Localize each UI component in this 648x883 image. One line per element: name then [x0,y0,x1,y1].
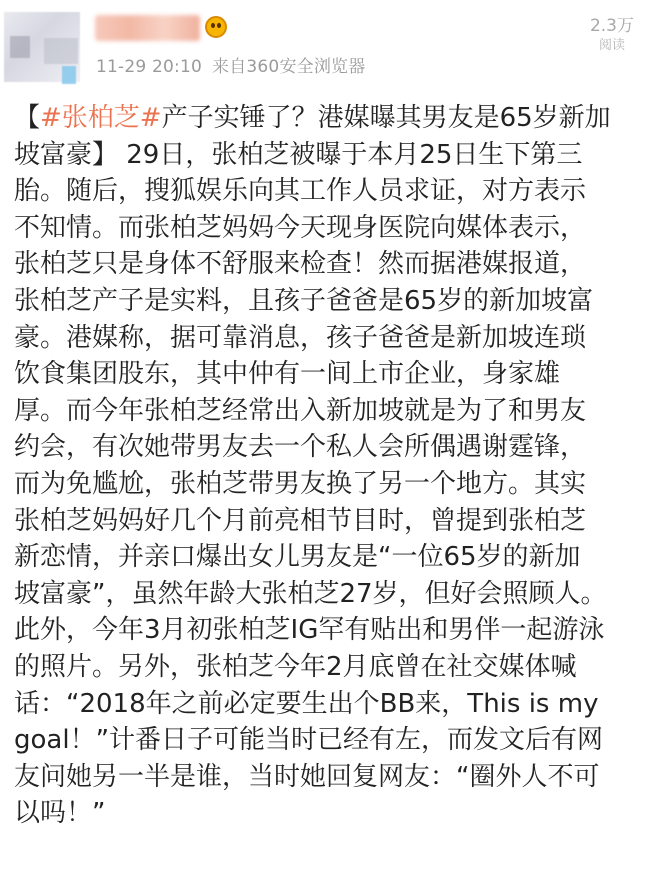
post-text: 张柏芝妈妈好几个月前亮相节目时，曾提到张柏芝 [14,505,587,536]
post-text: 话：“2018年之前必定要生出个BB来，This is my [14,688,599,719]
post-text-line [14,649,640,686]
post-body [14,100,640,832]
post-text: 豪。港媒称，据可靠消息，孩子爸爸是新加坡连琐 [14,322,587,353]
post-text-line [14,246,640,283]
read-count-value: 2.3万 [589,16,634,36]
post-meta [96,52,365,77]
read-count-label: 阅读 [598,38,625,53]
post-text: 友问她另一半是谁，当时她回复网友：“圈外人不可 [14,761,600,792]
post-text-line [14,393,640,430]
post-text-line [14,759,640,796]
post-text-line [14,100,640,137]
post-text-line [14,466,640,503]
post-text: 张柏芝只是身体不舒服来检查！然而据港媒报道， [14,249,587,280]
post-text: 以吗！” [14,798,106,829]
post-text-line [14,576,640,613]
bracket-open: 【 [14,103,41,133]
post-text-line [14,722,640,759]
post-text: 饮食集团股东，其中仲有一间上市企业，身家雄 [14,359,561,390]
post-text-line [14,539,640,576]
post-text-line [14,429,640,466]
post-text: 不知情。而张柏芝妈妈今天现身医院向媒体表示， [14,212,587,243]
vip-emoji-icon [205,16,227,38]
username-blurred[interactable] [95,15,200,41]
post-text-line [14,795,640,832]
verified-badge-icon [62,66,76,84]
post-header [0,0,648,96]
post-text: 张柏芝产子是实料，且孩子爸爸是65岁的新加坡富 [14,285,594,316]
post-text: 约会，有次她带男友去一个私人会所偶遇谢霆锋， [14,432,587,463]
post-text-line [14,320,640,357]
post-text: 而为免尴尬，张柏芝带男友换了另一个地方。其实 [14,468,587,499]
post-text: 产子实锤了？港媒曝其男友是65岁新加 [161,103,611,133]
post-time: 11-29 20:10 [96,57,202,77]
post-text-line [14,137,640,174]
post-text: 新恋情，并亲口爆出女儿男友是“一位65岁的新加 [14,542,581,573]
post-text: 胎。随后，搜狐娱乐向其工作人员求证，对方表示 [14,176,587,207]
read-count [590,16,634,56]
post-text-line [14,210,640,247]
post-text-line [14,283,640,320]
post-text-line [14,356,640,393]
post-text-line [14,503,640,540]
post-text: goal！”计番日子可能当时已经有左，而发文后有网 [14,725,604,756]
post-text-line [14,173,640,210]
post-text-line [14,686,640,723]
post-text: 坡富豪】 29日，张柏芝被曝于本月25日生下第三 [14,139,583,170]
post-text: 厚。而今年张柏芝经常出入新加坡就是为了和男友 [14,395,587,426]
post-source[interactable]: 来自360安全浏览器 [212,57,366,77]
post-text-line [14,612,640,649]
hashtag-link[interactable]: #张柏芝# [40,103,162,133]
avatar[interactable] [4,12,80,82]
post-text: 坡富豪”，虽然年龄大张柏芝27岁，但好会照顾人。 [14,578,607,609]
post-text: 此外，今年3月初张柏芝IG罕有贴出和男伴一起游泳 [14,615,605,646]
post-text: 的照片。另外，张柏芝今年2月底曾在社交媒体喊 [14,651,577,682]
